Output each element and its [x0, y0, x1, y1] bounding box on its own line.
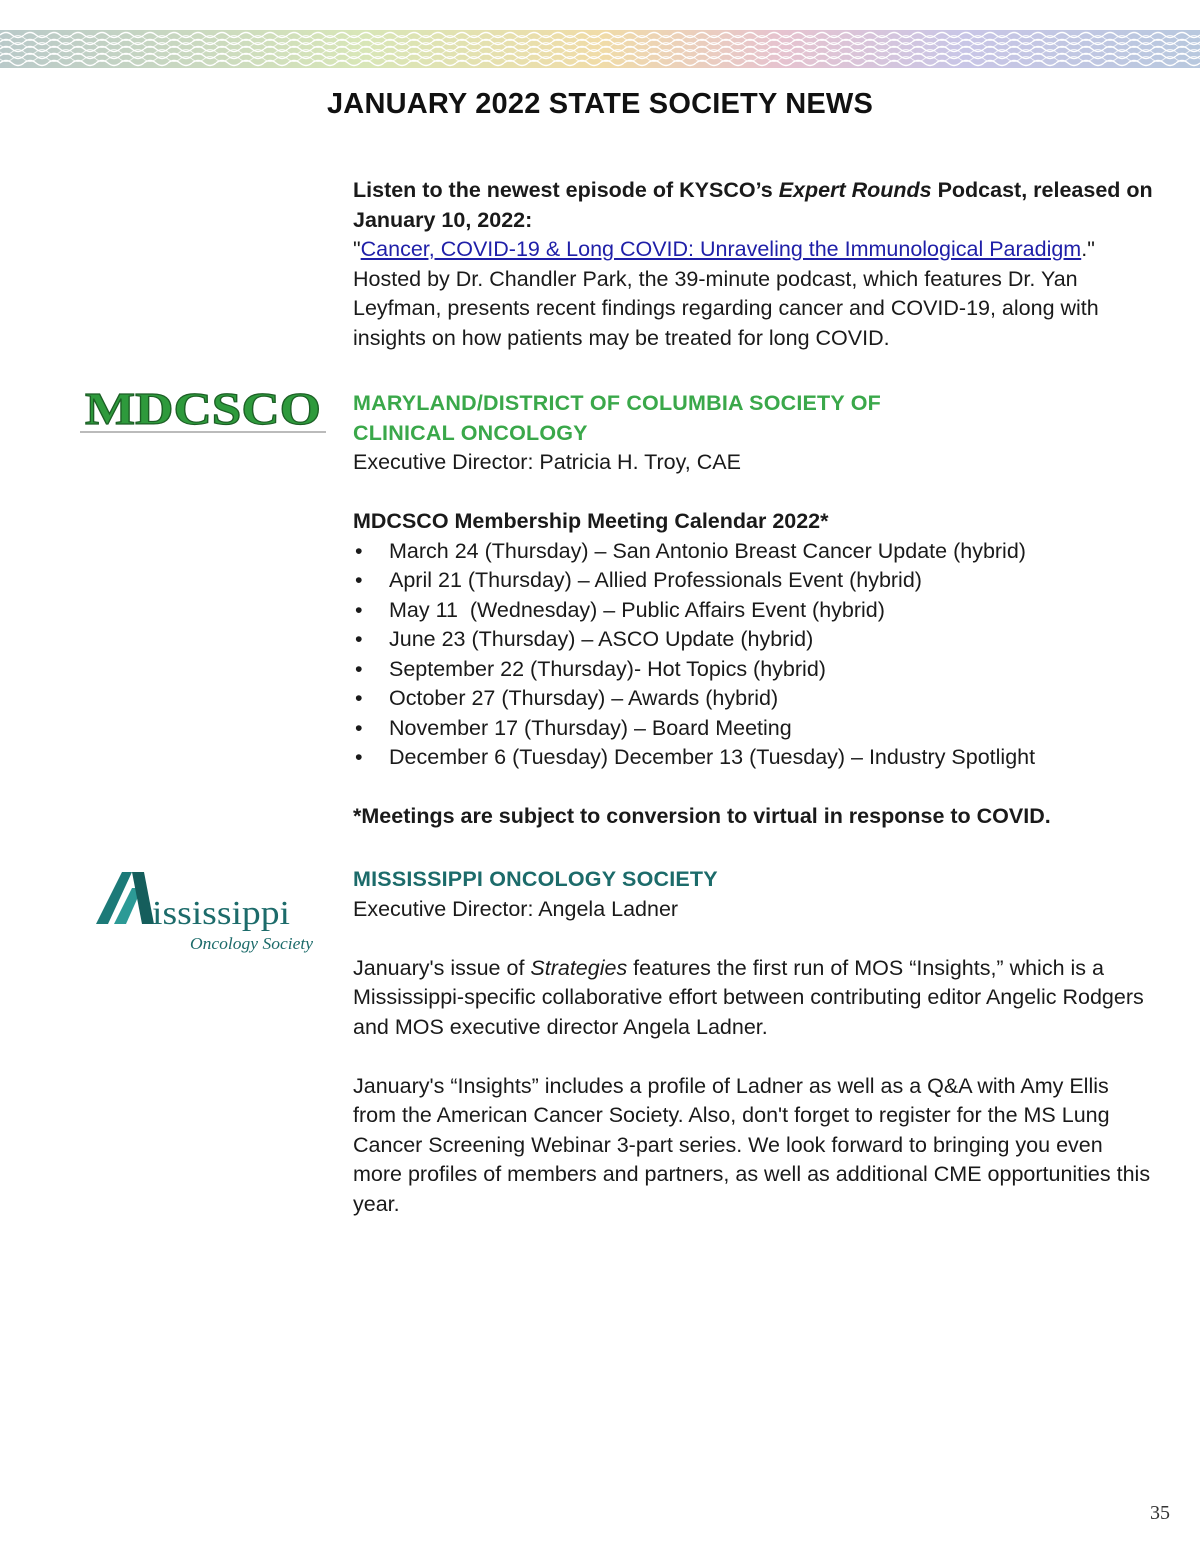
event-text: September 22 (Thursday)- Hot Topics (hybrid) — [389, 656, 826, 681]
page-title: JANUARY 2022 STATE SOCIETY NEWS — [326, 88, 874, 120]
meeting-calendar-list — [353, 537, 1153, 773]
bullet: • — [355, 656, 363, 681]
mdcsco-section — [353, 389, 1153, 832]
decorative-banner — [0, 30, 1200, 68]
list-item — [353, 537, 1153, 567]
spacer — [353, 924, 1153, 954]
mississippi-oncology-logo — [92, 866, 318, 958]
mdcsco-heading-line-1: MARYLAND/DISTRICT OF COLUMBIA SOCIETY OF — [353, 391, 881, 415]
podcast-name: Expert Rounds — [778, 178, 932, 202]
event-text: December 6 (Tuesday) December 13 (Tuesday) – Industry Spotlight — [389, 745, 1036, 769]
quote-close: ." — [1081, 237, 1095, 261]
list-item — [353, 655, 1153, 685]
spacer — [353, 1042, 1153, 1072]
logo-subtitle: Oncology Society — [190, 934, 314, 953]
mos-section — [353, 865, 1153, 1219]
event-text: October 27 (Thursday) – Awards (hybrid) — [389, 686, 779, 710]
bullet: • — [355, 597, 363, 622]
mdcsco-executive-director: Executive Director: Patricia H. Troy, CAE — [353, 450, 741, 474]
event-text: November 17 (Thursday) – Board Meeting — [389, 715, 792, 740]
spacer — [353, 773, 1153, 803]
list-item — [353, 684, 1153, 714]
bullet: • — [355, 686, 363, 710]
quote-open: " — [353, 237, 361, 261]
list-item — [353, 743, 1153, 773]
kysco-section — [353, 176, 1153, 353]
covid-note: *Meetings are subject to conversion to virtual in response to COVID. — [353, 804, 1051, 828]
mos-paragraph-1 — [353, 954, 1153, 1043]
mos-paragraph-2: January's “Insights” includes a profile of Ladner as well as a Q&A with Amy Ellis from the American Cancer Society. Also, don't forget to register for the MS Lung Cancer Screening Webinar 3-part series. We look forward to bringing you even more profiles of members and partners, as well as additional CME opportunities this year. — [353, 1073, 1151, 1216]
page-number: 35 — [1150, 1502, 1170, 1524]
strategies-title: Strategies — [530, 955, 628, 980]
podcast-episode-link[interactable]: Cancer, COVID-19 & Long COVID: Unraveling the Immunological Paradigm — [360, 237, 1082, 261]
event-text: May 11 (Wednesday) – Public Affairs Event (hybrid) — [389, 597, 885, 622]
list-item — [353, 566, 1153, 596]
event-text: March 24 (Thursday) – San Antonio Breast Cancer Update (hybrid) — [389, 538, 1026, 563]
bullet: • — [355, 715, 363, 740]
mos-p1-text: January's issue of — [353, 955, 531, 980]
kysco-body: Hosted by Dr. Chandler Park, the 39-minute podcast, which features Dr. Yan Leyfman, presents recent findings regarding cancer and COVID-19, along with insights on how patients may be treated for long COVID. — [353, 266, 1099, 350]
kysco-heading-text: Listen to the newest episode of KYSCO’s — [353, 178, 779, 202]
bullet: • — [355, 568, 363, 592]
kysco-heading-text-2: Podcast, released on January 10, 2022: — [353, 178, 1153, 232]
bullet: • — [355, 627, 363, 651]
mdcsco-logo-text: MDCSCO — [85, 384, 321, 434]
mdcsco-calendar-title: MDCSCO Membership Meeting Calendar 2022* — [353, 509, 829, 533]
bullet: • — [355, 538, 363, 563]
bullet: • — [355, 745, 363, 769]
mos-executive-director: Executive Director: Angela Ladner — [353, 896, 679, 921]
mos-heading: MISSISSIPPI ONCOLOGY SOCIETY — [353, 867, 718, 891]
list-item — [353, 714, 1153, 744]
list-item — [353, 596, 1153, 626]
podcast-episode — [353, 235, 1153, 265]
mdcsco-heading-line-2: CLINICAL ONCOLOGY — [353, 420, 588, 445]
mdcsco-logo — [80, 384, 326, 436]
event-text: April 21 (Thursday) – Allied Professionals Event (hybrid) — [389, 568, 922, 592]
event-text: June 23 (Thursday) – ASCO Update (hybrid) — [389, 627, 814, 651]
spacer — [353, 478, 1153, 508]
mos-p1-text-2: features the first run of MOS “Insights,” which is a Mississippi-specific collaborative effort between contributing editor Angelic Rodgers and MOS executive director Angela Ladner. — [353, 955, 1144, 1039]
logo-word: ississippi — [152, 895, 290, 932]
list-item — [353, 625, 1153, 655]
kysco-heading — [353, 176, 1153, 235]
